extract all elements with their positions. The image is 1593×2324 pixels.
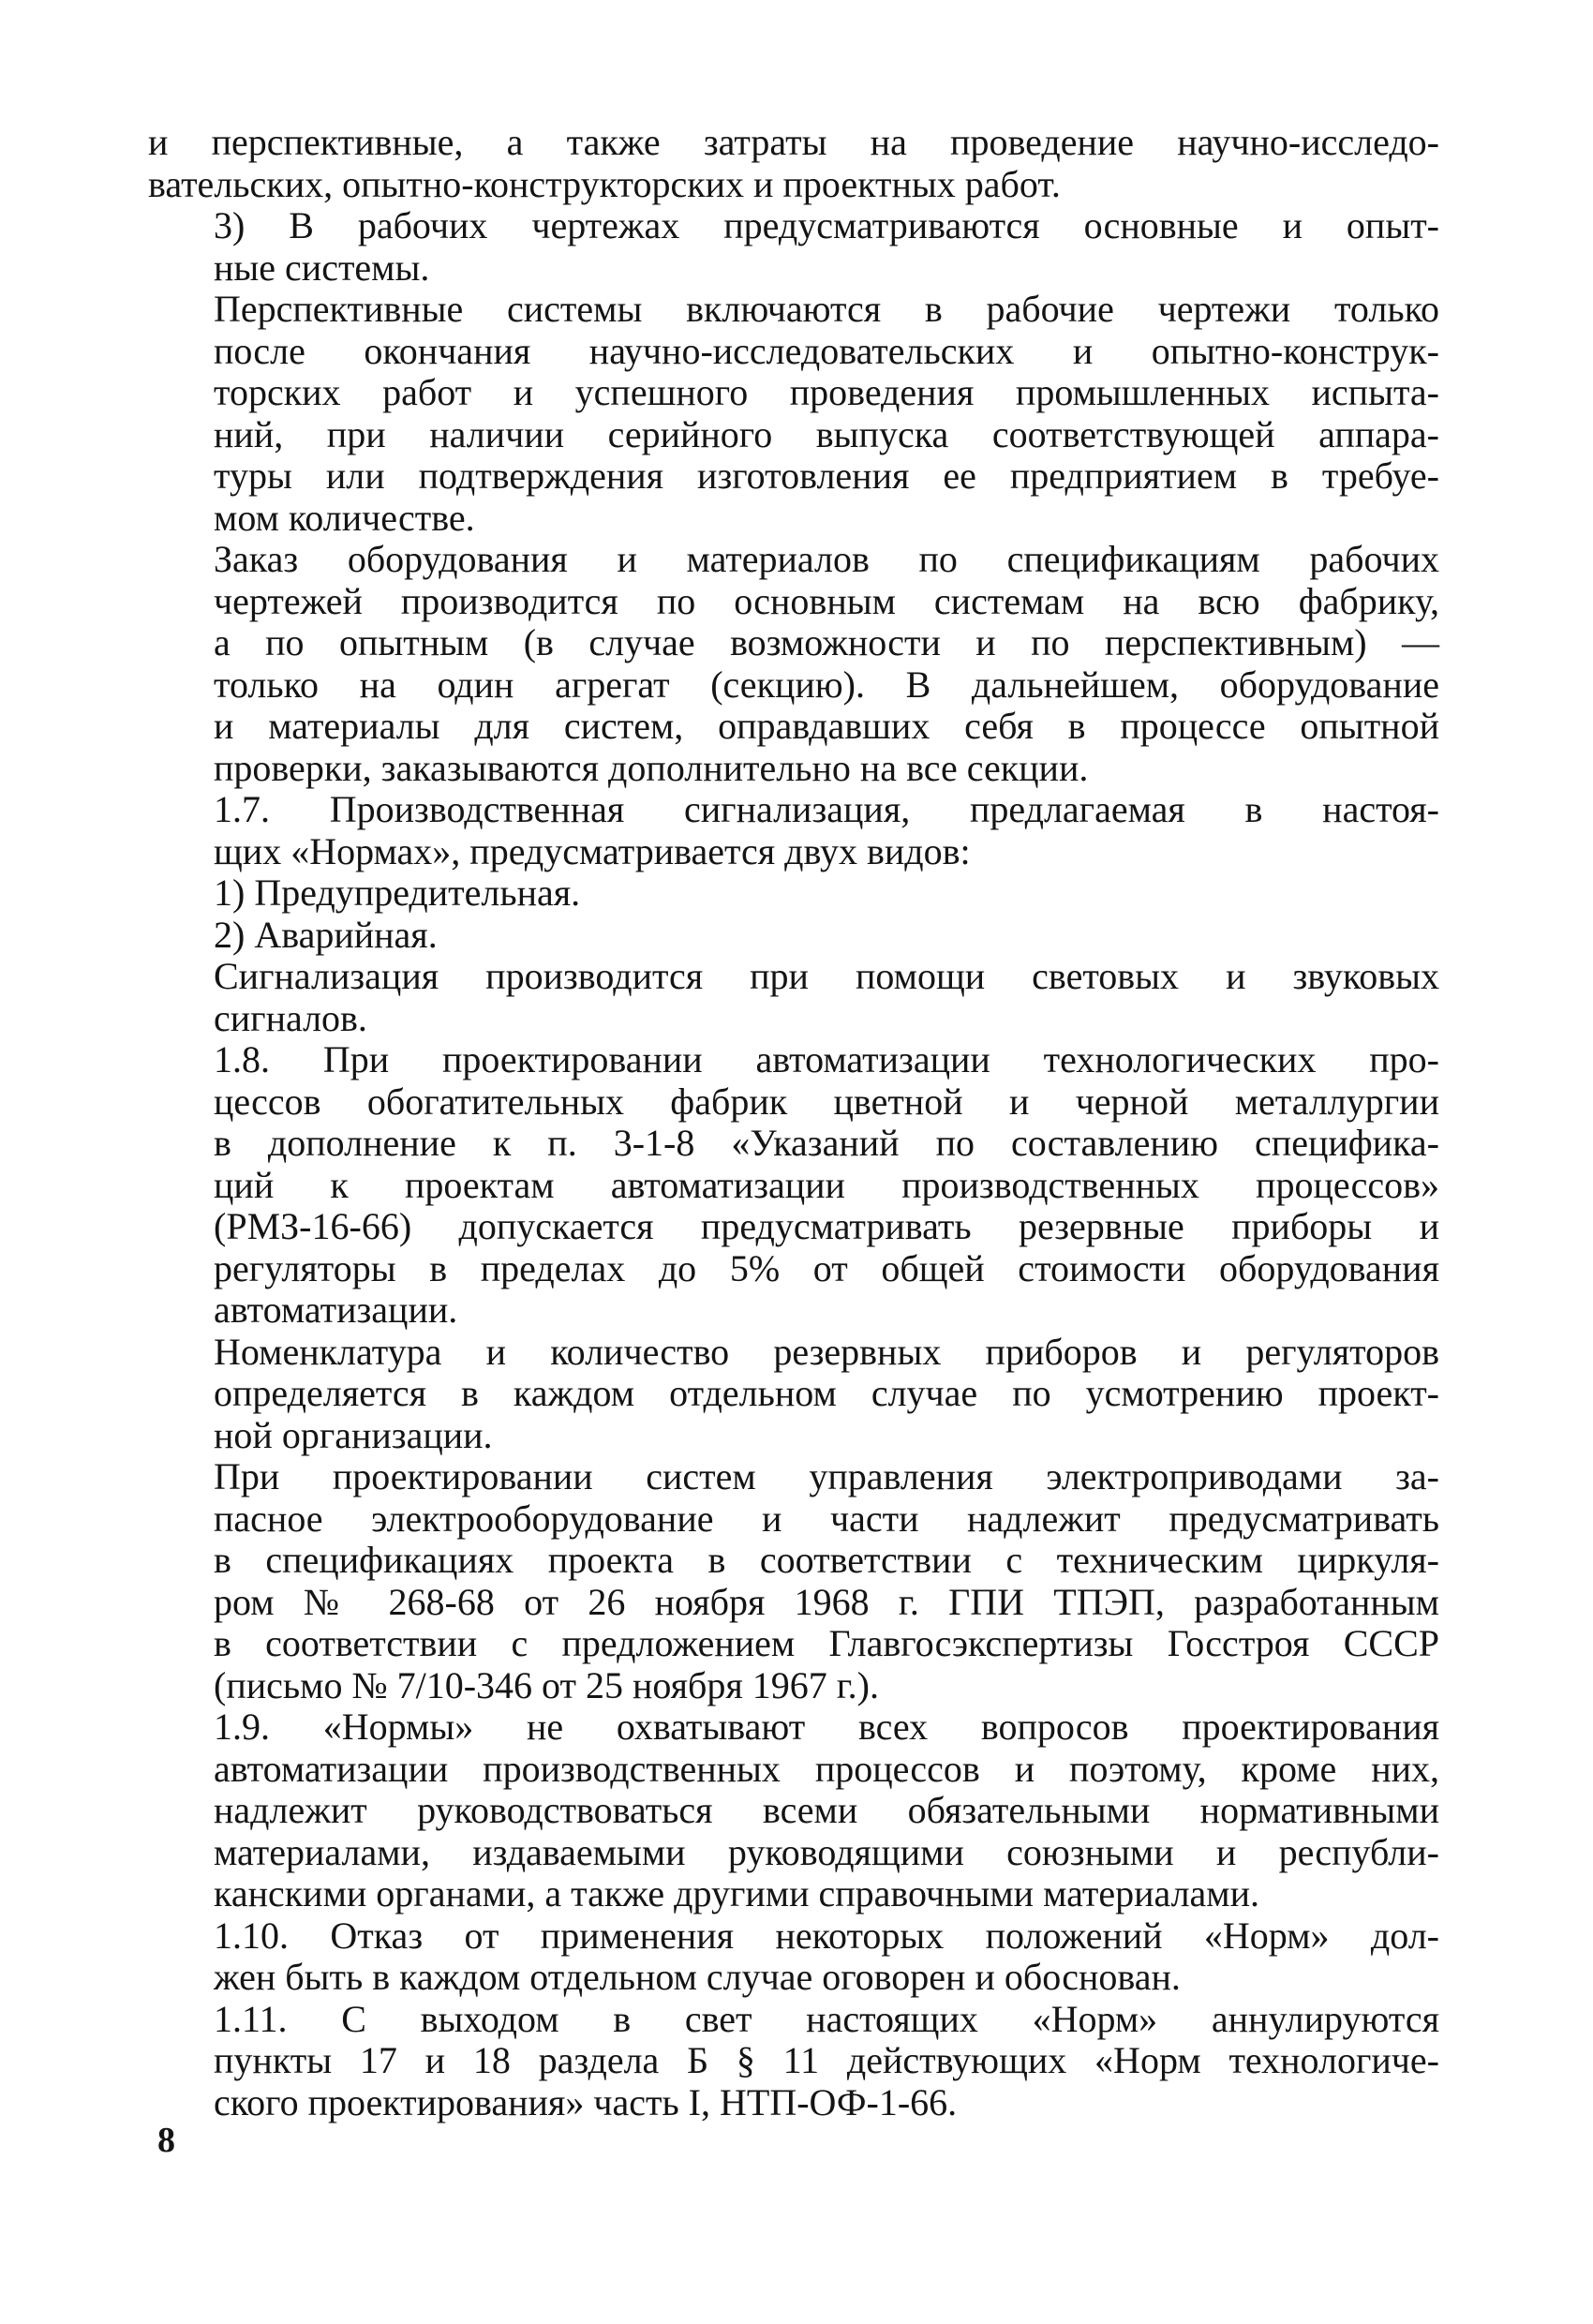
text-line: только на один агрегат (секцию). В дальнейшем, оборудование <box>214 663 1439 706</box>
paragraph-1-9 <box>148 1706 1439 1915</box>
paragraph-electric-drives <box>148 1456 1439 1706</box>
list-item-emergency <box>148 915 1439 957</box>
text-line: ные системы. <box>214 246 430 289</box>
text-line: 1) Предупредительная. <box>214 872 581 914</box>
text-line: 1.9. «Нормы» не охватывают всех вопросов проектирования <box>214 1706 1439 1748</box>
paragraph-1-11 <box>148 1999 1439 2124</box>
text-line: определяется в каждом отдельном случае по усмотрению проект- <box>214 1372 1439 1414</box>
text-line: и материалы для систем, оправдавших себя в процессе опытной <box>214 705 1439 747</box>
text-line: автоматизации. <box>214 1289 458 1331</box>
text-line: автоматизации производственных процессов и поэтому, кроме них, <box>214 1747 1439 1790</box>
text-line: в спецификациях проекта в соответствии с техническим циркуля- <box>214 1539 1439 1581</box>
text-line: Перспективные системы включаются в рабочие чертежи только <box>214 288 1439 330</box>
paragraph-perspective-systems <box>148 289 1439 539</box>
text-line: мом количестве. <box>214 496 475 539</box>
text-line: 1.8. При проектировании автоматизации технологических про- <box>214 1038 1439 1080</box>
text-line: 1.11. С выходом в свет настоящих «Норм» аннулируются <box>214 1997 1439 2040</box>
text-line: 1.10. Отказ от применения некоторых положений «Норм» дол- <box>214 1914 1439 1957</box>
text-line: пасное электрооборудование и части надлежит предусматривать <box>214 1497 1439 1540</box>
text-line: щих «Нормах», предусматривается двух видов: <box>214 829 971 872</box>
text-line: после окончания научно-исследовательских и опытно-конструк- <box>214 329 1439 372</box>
text-line: ского проектирования» часть I, НТП-ОФ-1-66. <box>214 2080 958 2123</box>
text-line: ром № 268-68 от 26 ноября 1968 г. ГПИ ТПЭП, разработанным <box>214 1580 1439 1623</box>
paragraph-item-3 <box>148 205 1439 289</box>
text-line: чертежей производится по основным системам на всю фабрику, <box>214 579 1439 622</box>
text-line: ций к проектам автоматизации производственных процессов» <box>214 1163 1439 1206</box>
text-line: пункты 17 и 18 раздела Б § 11 действующих «Норм технологиче- <box>214 2039 1439 2081</box>
text-line: и перспективные, а также затраты на проведение научно-исследо- <box>148 121 1439 163</box>
paragraph-continuation <box>148 122 1439 205</box>
page-body <box>148 122 1439 2123</box>
paragraph-equipment-order <box>148 539 1439 789</box>
text-line: а по опытным (в случае возможности и по перспективным) — <box>214 621 1439 663</box>
text-line: 2) Аварийная. <box>214 913 438 956</box>
paragraph-1-8 <box>148 1039 1439 1332</box>
text-line: канскими органами, а также другими справочными материалами. <box>214 1872 1260 1914</box>
page-number: 8 <box>157 2121 175 2160</box>
paragraph-nomenclature <box>148 1332 1439 1457</box>
text-line: проверки, заказываются дополнительно на все секции. <box>214 746 1089 789</box>
paragraph-1-10 <box>148 1915 1439 1999</box>
text-line: регуляторы в пределах до 5% от общей стоимости оборудования <box>214 1246 1439 1289</box>
text-line: 3) В рабочих чертежах предусматриваются основные и опыт- <box>214 204 1439 246</box>
paragraph-signaling <box>148 956 1439 1039</box>
text-line: (РМЗ-16-66) допускается предусматривать резервные приборы и <box>214 1205 1439 1247</box>
text-line: цессов обогатительных фабрик цветной и черной металлургии <box>214 1080 1439 1123</box>
text-line: 1.7. Производственная сигнализация, предлагаемая в настоя- <box>214 788 1439 830</box>
text-line: При проектировании систем управления электроприводами за- <box>214 1455 1439 1497</box>
text-line: сигналов. <box>214 996 367 1039</box>
text-line: в соответствии с предложением Главгосэкспертизы Госстроя СССР <box>214 1622 1439 1664</box>
text-line: торских работ и успешного проведения промышленных испыта- <box>214 371 1439 413</box>
text-line: ний, при наличии серийного выпуска соответствующей аппара- <box>214 412 1439 455</box>
text-line: Номенклатура и количество резервных приборов и регуляторов <box>214 1330 1439 1373</box>
text-line: вательских, опытно-конструкторских и проектных работ. <box>148 162 1061 205</box>
text-line: туры или подтверждения изготовления ее предприятием в требуе- <box>214 454 1439 497</box>
paragraph-1-7 <box>148 789 1439 872</box>
list-item-warning <box>148 872 1439 915</box>
text-line: Сигнализация производится при помощи световых и звуковых <box>214 955 1439 997</box>
text-line: в дополнение к п. 3-1-8 «Указаний по составлению специфика- <box>214 1122 1439 1164</box>
text-line: ной организации. <box>214 1413 493 1456</box>
text-line: (письмо № 7/10-346 от 25 ноября 1967 г.). <box>214 1663 879 1706</box>
text-line: материалами, издаваемыми руководящими союзными и республи- <box>214 1830 1439 1873</box>
text-line: жен быть в каждом отдельном случае оговорен и обоснован. <box>214 1956 1181 1998</box>
text-line: Заказ оборудования и материалов по спецификациям рабочих <box>214 538 1439 580</box>
text-line: надлежит руководствоваться всеми обязательными нормативными <box>214 1789 1439 1831</box>
